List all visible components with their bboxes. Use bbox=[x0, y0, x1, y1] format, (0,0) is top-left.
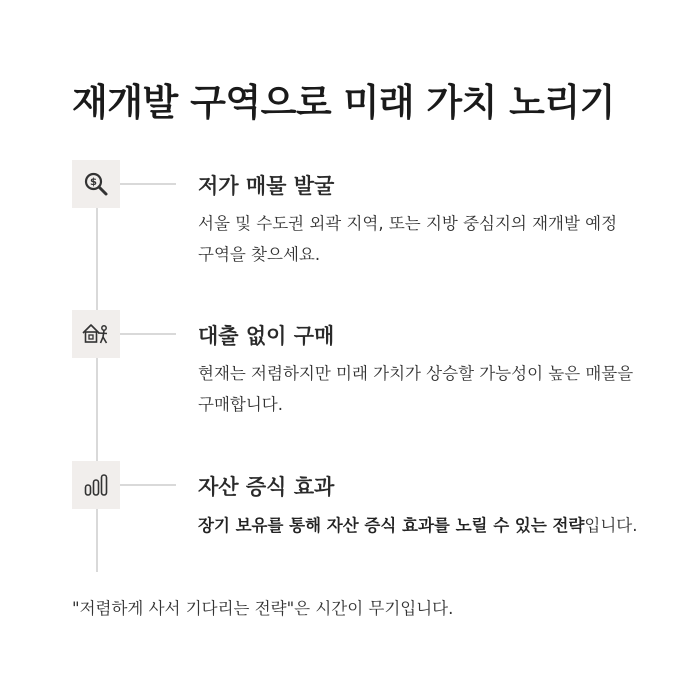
step-3-description-bold: 장기 보유를 통해 자산 증식 효과를 노릴 수 있는 전략 bbox=[198, 516, 585, 535]
step-2-description: 현재는 저렴하지만 미래 가치가 상승할 가능성이 높은 매물을 구매합니다. bbox=[198, 364, 634, 414]
step-3-connector bbox=[120, 484, 176, 486]
step-3-description bbox=[198, 510, 638, 541]
step-3-title: 자산 증식 효과 bbox=[198, 475, 335, 499]
footer-note: "저렴하게 사서 기다리는 전략"은 시간이 무기입니다. bbox=[72, 599, 454, 618]
bar-chart-icon bbox=[72, 461, 120, 509]
step-1-title: 저가 매물 발굴 bbox=[198, 174, 335, 198]
step-1-description: 서울 및 수도권 외곽 지역, 또는 지방 중심지의 재개발 예정 구역을 찾으세요. bbox=[198, 214, 618, 264]
house-person-icon bbox=[72, 310, 120, 358]
step-3-description-rest: 입니다. bbox=[584, 516, 638, 535]
step-2-title: 대출 없이 구매 bbox=[198, 324, 335, 348]
step-1-connector bbox=[120, 183, 176, 185]
svg-text:$: $ bbox=[90, 177, 97, 189]
timeline-line bbox=[96, 208, 98, 572]
search-money-icon bbox=[72, 160, 120, 208]
page-title: 재개발 구역으로 미래 가치 노리기 bbox=[72, 81, 615, 124]
step-2-connector bbox=[120, 333, 176, 335]
